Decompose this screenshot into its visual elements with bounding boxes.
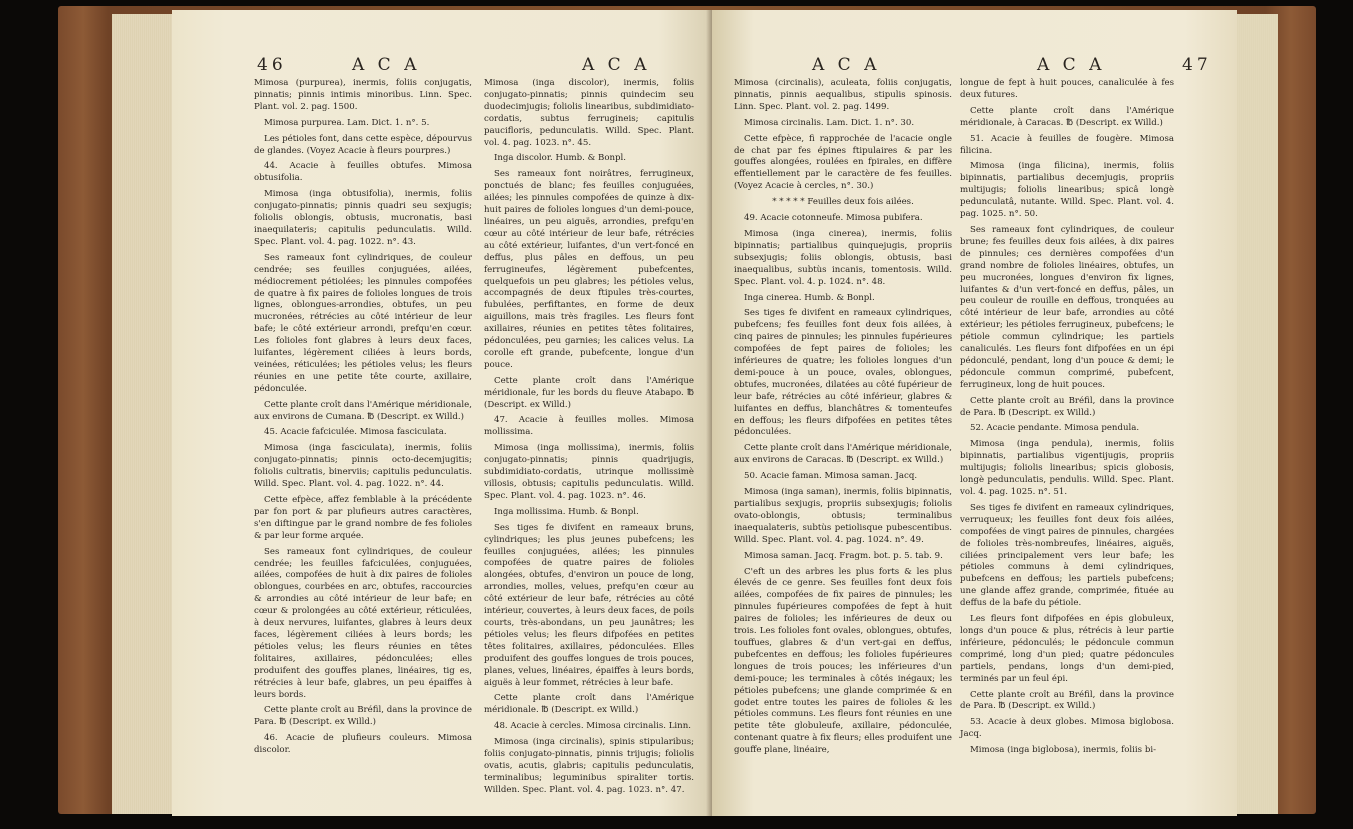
entry-heading: 50. Acacie faman. Mimosa saman. Jacq. bbox=[744, 471, 918, 482]
running-head-left: A C A bbox=[812, 55, 881, 75]
right-page-column-1 bbox=[734, 78, 952, 761]
paragraph: Cette plante croît au Bréfil, dans la province de Para. ℔ (Descript. ex Willd.) bbox=[960, 689, 1174, 712]
paragraph: Mimosa (inga filicina), inermis, foliis bipinnatis, partialibus decemjugis, propriis multijugis; foliolis linearibus; spicâ longè pedunculatâ, nutante. Willd. Spec. Plant. vol. 4. pag. 1025. n°. 50. bbox=[960, 161, 1174, 220]
paragraph: Mimosa (inga biglobosa), inermis, foliis bi- bbox=[970, 745, 1156, 756]
paragraph: Les pétioles font, dans cette espèce, dépourvus de glandes. (Voyez Acacie à fleurs pourpres.) bbox=[254, 133, 472, 156]
paragraph: Cette plante croît dans l'Amérique méridionale, à Caracas. ℔ (Descript. ex Willd.) bbox=[960, 105, 1174, 128]
paragraph: Cette plante croît dans l'Amérique méridionale, aux environs de Cumana. ℔ (Descript. ex Willd.) bbox=[254, 399, 472, 422]
paragraph: Cette efpèce, affez femblable à la précédente par fon port & par plufieurs autres caractères, s'en diftingue par le grand nombre de fes folioles & par leur forme arquée. bbox=[254, 495, 472, 541]
paragraph: Mimosa (inga mollissima), inermis, foliis conjugato-pinnatis; pinnis quadrijugis, subdimidiato-cordatis, utrinque mollissimè villosis, obtusis; capitulis pedunculatis. Willd. Spec. Plant. vol. 4. pag. 1023. n°. 46. bbox=[484, 443, 694, 501]
page-number: 47 bbox=[1182, 55, 1212, 75]
paragraph: Ses rameaux font cylindriques, de couleur cendrée; les feuilles fafciculées, conjuguées, ailées, compofées de huit à dix paires de folioles oblongues, courbées en arc, obtufes, raccourcies & arrondies au côté intérieur de leur bafe; en cœur & prolongées au côté extérieur, réticulées, à deux nervures, luifantes, glabres à leurs deux faces, légèrement ciliées à leurs bords; les pétioles velus; les fleurs réunies en têtes folitaires, axillaires, pédonculées; elles produifent des gouffes planes, linéaires, tig es, rétrécies à leur bafe, glabres, un peu épaiffes à leurs bords. bbox=[254, 546, 472, 700]
right-page bbox=[712, 10, 1237, 816]
paragraph: Cette efpèce, fi rapprochée de l'acacie ongle de chat par fes épines ftipulaires & par les gouffes alongées, roulées en fpirales, en diffère effentiellement par le caractère de fes feuilles. (Voyez Acacie à cercles, n°. 30.) bbox=[734, 133, 952, 192]
paragraph: C'eft un des arbres les plus forts & les plus élevés de ce genre. Ses feuilles font deux fois ailées, compofées de fix paires de pinnules; les pinnules fupérieures compofées de fept à huit paires de folioles; les inférieures de deux ou trois. Les folioles font ovales, oblongues, obtufes, touffues, glabres & d'un vert-gai en deffus, pubefcentes en deffous; les folioles fupérieures longues de trois pouces; les inférieures d'un demi-pouce; les terminales à côtés inégaux; les pétioles pubefcens; une glande comprimée & en godet entre toutes les paires de folioles & les pétioles communs. Les fleurs font réunies en une petite tête globuleufe, axillaire, pédonculée, contenant quatre à fix fleurs; elles produifent une gouffe plane, linéaire, bbox=[734, 566, 952, 756]
paragraph: Cette plante croît au Bréfil, dans la province de Para. ℔ (Descript. ex Willd.) bbox=[254, 705, 472, 728]
paragraph: Ses rameaux font cylindriques, de couleur cendrée; ses feuilles conjuguées, ailées, médiocrement pétiolées; les pinnules compofées de quatre à fix paires de folioles longues de trois lignes, oblongues-arrondies, obtufes, un peu mucronées, rétrécies au côté intérieur de leur bafe; le côté extérieur arrondi, prefqu'en cœur. Les folioles font glabres à leurs deux faces, luifantes, légèrement ciliées à leurs bords, veinées, réticulées; les pétioles velus; les fleurs réunies en une petite tête courte, axillaire, pédonculée. bbox=[254, 252, 472, 394]
paragraph: Mimosa (inga saman), inermis, foliis bipinnatis, partialibus sexjugis, propriis subsexjugis; foliolis ovato-oblongis, obtusis; terminalibus inaequalateris, subtùs petiolisque pubescentibus. Willd. Spec. Plant. vol. 4. pag. 1024. n°. 49. bbox=[734, 487, 952, 545]
entry-heading: 53. Acacie à deux globes. Mimosa biglobosa. Jacq. bbox=[960, 717, 1174, 740]
left-page-column-2 bbox=[484, 78, 694, 801]
paragraph: Mimosa (purpurea), inermis, foliis conjugatis, pinnatis; pinnis intimis minoribus. Linn. Spec. Plant. vol. 2. pag. 1500. bbox=[254, 78, 472, 112]
paragraph: Inga mollissima. Humb. & Bonpl. bbox=[494, 506, 639, 517]
paragraph: Cette plante croît dans l'Amérique méridionale, fur les bords du fleuve Atabapo. ℔ (Descript. ex Willd.) bbox=[484, 375, 694, 410]
entry-heading: 45. Acacie fafciculée. Mimosa fasciculata. bbox=[264, 427, 447, 438]
paragraph: longue de fept à huit pouces, canaliculée à fes deux futures. bbox=[960, 78, 1174, 100]
paragraph: Cette plante croît au Bréfil, dans la province de Para. ℔ (Descript. ex Willd.) bbox=[960, 395, 1174, 418]
paragraph: Mimosa (circinalis), aculeata, foliis conjugatis, pinnatis, pinnis aequalibus, stipulis spinosis. Linn. Spec. Plant. vol. 2. pag. 1499. bbox=[734, 78, 952, 112]
paragraph: Mimosa (inga fasciculata), inermis, foliis conjugato-pinnatis; pinnis octo-decemjugitis; foliolis cultratis, binerviis; capitulis pedunculatis. Willd. Spec. Plant. vol. 4. pag. 1022. n°. 44. bbox=[254, 443, 472, 490]
right-page-column-2 bbox=[960, 78, 1174, 761]
paragraph: Inga discolor. Humb. & Bonpl. bbox=[494, 153, 627, 164]
section-heading: * * * * * Feuilles deux fois ailées. bbox=[772, 197, 914, 208]
page-number: 46 bbox=[257, 55, 287, 75]
paragraph: Mimosa (inga cinerea), inermis, foliis bipinnatis; partialibus quinquejugis, propriis subsexjugis; foliis oblongis, obtusis, basi inaequalibus, subtùs incanis, tomentosis. Willd. Spec. Plant. vol. 4. p. 1024. n°. 48. bbox=[734, 228, 952, 287]
entry-heading: 46. Acacie de plufieurs couleurs. Mimosa discolor. bbox=[254, 733, 472, 756]
entry-heading: 48. Acacie à cercles. Mimosa circinalis. Linn. bbox=[494, 721, 691, 732]
entry-heading: 47. Acacie à feuilles molles. Mimosa mollissima. bbox=[484, 415, 694, 438]
paragraph: Mimosa (inga circinalis), spinis stipularibus; foliis conjugato-pinnatis, pinnis trijugis; foliolis ovatis, acutis, glabris; capitulis pedunculatis, terminalibus; leguminibus spiraliter tortis. Willden. Spec. Plant. vol. 4. pag. 1023. n°. 47. bbox=[484, 737, 694, 795]
paragraph: Mimosa (inga obtusifolia), inermis, foliis conjugato-pinnatis; pinnis quadri seu sexjugis; foliolis oblongis, obtusis, mucronatis, basi inaequilateris; capitulis pedunculatis. Willd. Spec. Plant. vol. 4. pag. 1022. n°. 43. bbox=[254, 189, 472, 247]
paragraph: Cette plante croît dans l'Amérique méridionale, aux environs de Caracas. ℔ (Descript. ex Willd.) bbox=[734, 443, 952, 466]
left-page-column-1 bbox=[254, 78, 472, 761]
paragraph: Mimosa purpurea. Lam. Dict. 1. n°. 5. bbox=[264, 117, 430, 128]
entry-heading: 44. Acacie à feuilles obtufes. Mimosa obtusifolia. bbox=[254, 161, 472, 184]
running-head-left: A C A bbox=[352, 55, 421, 75]
entry-heading: 52. Acacie pendante. Mimosa pendula. bbox=[970, 423, 1140, 434]
paragraph: Ses tiges fe divifent en rameaux bruns, cylindriques; les plus jeunes pubefcens; les feuilles conjuguées, ailées; les pinnules compofées de quatre paires de folioles alongées, obtufes, d'environ un pouce de long, arrondies, molles, velues, prefqu'en cœur au côté extérieur de leur bafe, rétrécies au côté intérieur, couvertes, à leurs deux faces, de poils courts, très-abondans, un peu jaunâtres; les pétioles velus; les fleurs difpofées en petites têtes folitaires, axillaires, pédonculées. Elles produifent des gouffes longues de trois pouces, planes, velues, linéaires, épaiffes à leurs bords, aiguës à leur fommet, rétrécies à leur bafe. bbox=[484, 522, 694, 688]
paragraph: Mimosa (inga pendula), inermis, foliis bipinnatis, partialibus vigentijugis, propriis multijugis; foliolis linearibus; spicis globosis, longè pedunculatis, pendulis. Willd. Spec. Plant. vol. 4. pag. 1025. n°. 51. bbox=[960, 439, 1174, 497]
page-edges-left bbox=[112, 14, 174, 814]
paragraph: Ses rameaux font noirâtres, ferrugineux, ponctués de blanc; fes feuilles conjuguées, ailées; les pinnules compofées de quinze à dix-huit paires de folioles longues d'un demi-pouce, linéaires, un peu aiguës, arrondies, prefqu'en cœur au côté intérieur de leur bafe, rétrécies au côté extérieur, luifantes, d'un vert-foncé en deffus, plus pâles en deffous, un peu ferrugineufes, légèrement pubefcentes, quelquefois un peu glabres; les pétioles velus, accompagnés de deux ftipules très-courtes, fubulées, perfiftantes, en forme de deux aiguillons, mais très fragiles. Les fleurs font axillaires, réunies en petites têtes folitaires, pédonculées, peu garnies; les calices velus. La corolle eft grande, pubefcente, longue d'un pouce. bbox=[484, 169, 694, 370]
paragraph: Mimosa saman. Jacq. Fragm. bot. p. 5. tab. 9. bbox=[744, 550, 943, 561]
paragraph: Ses rameaux font cylindriques, de couleur brune; fes feuilles deux fois ailées, à dix paires de pinnules; ces dernières compofées d'un grand nombre de folioles linéaires, obtufes, un peu mucronées, longues d'environ fix lignes, luifantes & d'un vert-foncé en deffus, pâles, un peu couleur de rouille en deffous, tronquées au côté intérieur de leur bafe, arrondies au côté extérieur; les pétioles ferrugineux, pubefcens; le pétiole commun cylindrique; les partiels canaliculés. Les fleurs font difpofées en un épi pédonculé, pendant, long d'un pouce & demi; le pédoncule commun comprimé, pubefcent, ferrugineux, long de huit pouces. bbox=[960, 224, 1174, 390]
paragraph: Mimosa circinalis. Lam. Dict. 1. n°. 30. bbox=[744, 117, 915, 128]
paragraph: Mimosa (inga discolor), inermis, foliis conjugato-pinnatis; pinnis quindecim seu duodecimjugis; foliolis linearibus, subdimidiato-cordatis, subtus ferrugineis; capitulis paucifloris, pedunculatis. Willd. Spec. Plant. vol. 4. pag. 1023. n°. 45. bbox=[484, 78, 694, 148]
paragraph: Cette plante croît dans l'Amérique méridionale. ℔ (Descript. ex Willd.) bbox=[484, 693, 694, 716]
entry-heading: 49. Acacie cotonneufe. Mimosa pubifera. bbox=[744, 213, 923, 224]
paragraph: Les fleurs font difpofées en épis globuleux, longs d'un pouce & plus, rétrécis à leur partie inférieure, pédonculés; le pédoncule commun comprimé, long d'un pied; quatre pédoncules partiels, pendans, longs d'un demi-pied, terminés par un feul épi. bbox=[960, 614, 1174, 684]
running-head-right: A C A bbox=[582, 55, 651, 75]
paragraph: Ses tiges fe divifent en rameaux cylindriques, pubefcens; fes feuilles font deux fois ailées, à cinq paires de pinnules; les pinnules fupérieures compofées de fept paires de folioles; les inférieures de quatre; les folioles longues d'un demi-pouce à un pouce, ovales, oblongues, obtufes, mucronées, dilatées au côté fupérieur de leur bafe, rétrécies au côté inférieur, glabres & luifantes en deffus, blanchâtres & tomenteufes en deffous; les fleurs difpofées en petites têtes pédonculées. bbox=[734, 308, 952, 438]
left-page bbox=[172, 10, 712, 816]
paragraph: Inga cinerea. Humb. & Bonpl. bbox=[744, 292, 875, 303]
running-head-right: A C A bbox=[1037, 55, 1106, 75]
entry-heading: 51. Acacie à feuilles de fougère. Mimosa filicina. bbox=[960, 133, 1174, 156]
paragraph: Ses tiges fe divifent en rameaux cylindriques, verruqueux; les feuilles font deux fois ailées, compofées de vingt paires de pinnules, chargées de folioles très-nombreufes, linéaires, aiguës, ciliées principalement vers leur bafe; les pétioles communs à demi cylindriques, pubefcens en deffous; les partiels pubefcens; une glande affez grande, comprimée, fituée au deffus de la bafe du pétiole. bbox=[960, 502, 1174, 609]
